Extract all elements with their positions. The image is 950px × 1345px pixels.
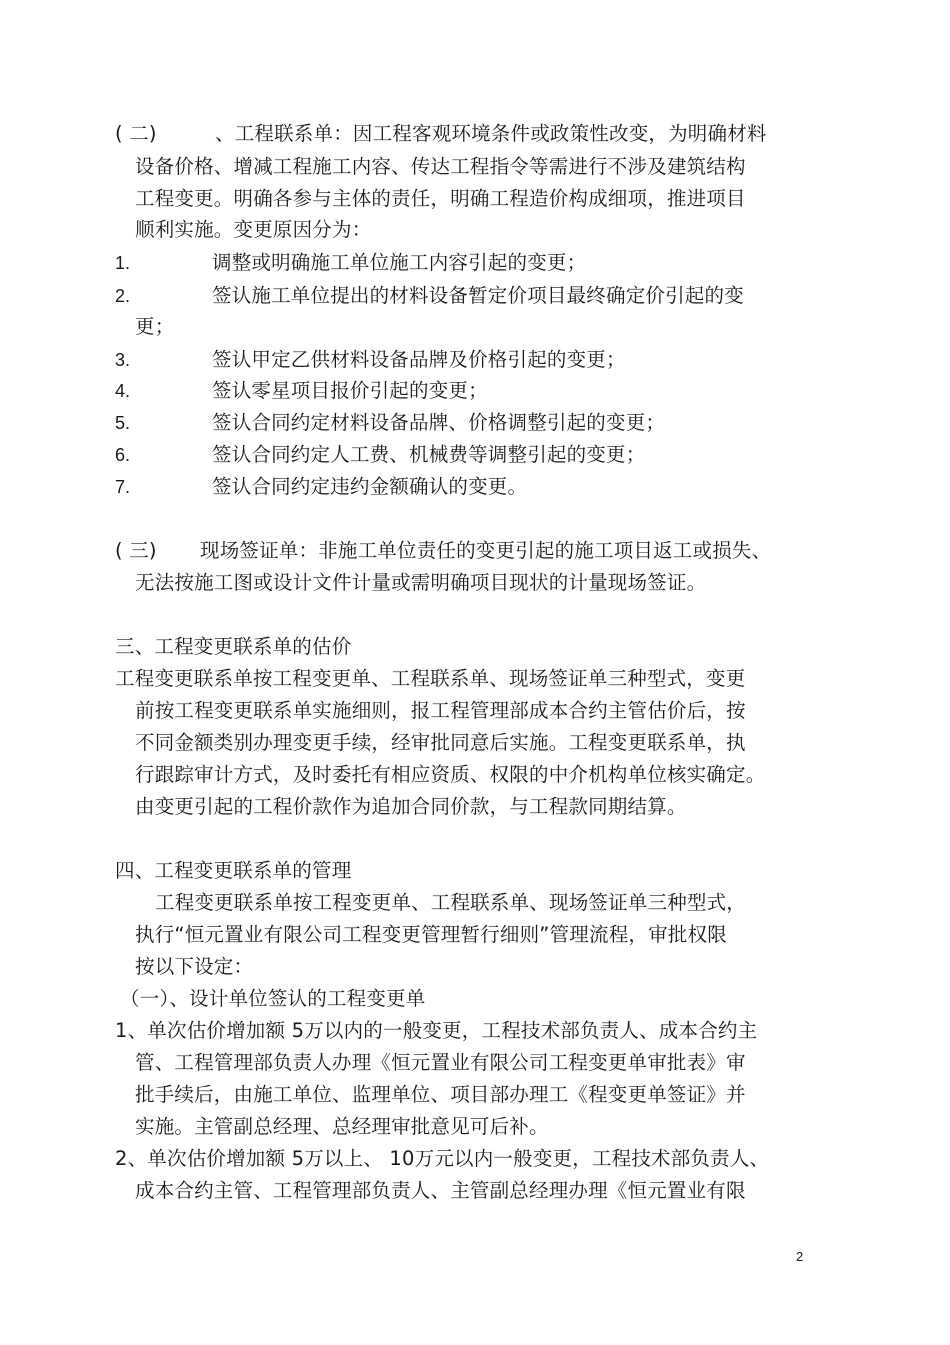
paragraph-line: 工程变更联系单按工程变更单、工程联系单、现场签证单三种型式，变更: [115, 667, 746, 690]
paragraph-line: 实施。主管副总经理、总经理审批意见可后补。: [135, 1115, 549, 1138]
section-marker: ( 三): [115, 539, 157, 562]
paragraph-line: 顺利实施。变更原因分为：: [135, 218, 372, 241]
list-number: 1.: [115, 253, 131, 273]
list-item: 签认合同约定违约金额确认的变更。: [212, 475, 528, 498]
paragraph-line: 按以下设定：: [135, 955, 254, 978]
page-number: 2: [796, 1249, 804, 1264]
paragraph-line: 设备价格、增减工程施工内容、传达工程指令等需进行不涉及建筑结构: [135, 155, 746, 178]
list-item: 签认施工单位提出的材料设备暂定价项目最终确定价引起的变: [212, 284, 744, 307]
paragraph-line: 前按工程变更联系单实施细则，报工程管理部成本合约主管估价后，按: [135, 699, 746, 722]
section-heading: 四、工程变更联系单的管理: [115, 859, 352, 882]
list-item-continuation: 更；: [135, 315, 175, 338]
list-number: 6.: [115, 445, 131, 465]
paragraph-line: 1、单次估价增加额 5万以内的一般变更，工程技术部负责人、成本合约主: [115, 1019, 758, 1042]
paragraph-line: 现场签证单：非施工单位责任的变更引起的施工项目返工或损失、: [200, 539, 772, 562]
paragraph-line: 行跟踪审计方式，及时委托有相应资质、权限的中介机构单位核实确定。: [135, 763, 766, 786]
paragraph-line: 成本合约主管、工程管理部负责人、主管副总经理办理《恒元置业有限: [135, 1179, 746, 1202]
list-item: 签认零星项目报价引起的变更；: [212, 379, 488, 402]
section-marker: ( 二): [115, 122, 157, 145]
list-number: 3.: [115, 350, 131, 370]
list-item: 签认甲定乙供材料设备品牌及价格引起的变更；: [212, 348, 626, 371]
paragraph-line: 不同金额类别办理变更手续，经审批同意后实施。工程变更联系单，执: [135, 731, 746, 754]
paragraph-line: 、工程联系单：因工程客观环境条件或政策性改变，为明确材料: [215, 122, 767, 145]
list-item: 调整或明确施工单位施工内容引起的变更；: [212, 251, 587, 274]
section-heading: 三、工程变更联系单的估价: [115, 635, 352, 658]
paragraph-line: 执行“恒元置业有限公司工程变更管理暂行细则”管理流程，审批权限: [135, 923, 727, 946]
paragraph-line: 2、单次估价增加额 5万以上、 10万元以内一般变更，工程技术部负责人、: [115, 1147, 770, 1170]
list-item: 签认合同约定材料设备品牌、价格调整引起的变更；: [212, 411, 666, 434]
list-number: 7.: [115, 477, 131, 497]
list-number: 4.: [115, 381, 131, 401]
paragraph-line: 批手续后，由施工单位、监理单位、项目部办理工《程变更单签证》并: [135, 1083, 746, 1106]
paragraph-line: 工程变更。明确各参与主体的责任，明确工程造价构成细项，推进项目: [135, 187, 746, 210]
list-item: 签认合同约定人工费、机械费等调整引起的变更；: [212, 443, 646, 466]
list-number: 2.: [115, 286, 131, 306]
subsection-heading: （一）、设计单位签认的工程变更单: [120, 987, 426, 1010]
list-number: 5.: [115, 413, 131, 433]
paragraph-line: 管、工程管理部负责人办理《恒元置业有限公司工程变更单审批表》审: [135, 1051, 746, 1074]
paragraph-line: 无法按施工图或设计文件计量或需明确项目现状的计量现场签证。: [135, 571, 707, 594]
paragraph-line: 由变更引起的工程价款作为追加合同价款，与工程款同期结算。: [135, 795, 687, 818]
paragraph-line: 工程变更联系单按工程变更单、工程联系单、现场签证单三种型式，: [155, 891, 747, 914]
